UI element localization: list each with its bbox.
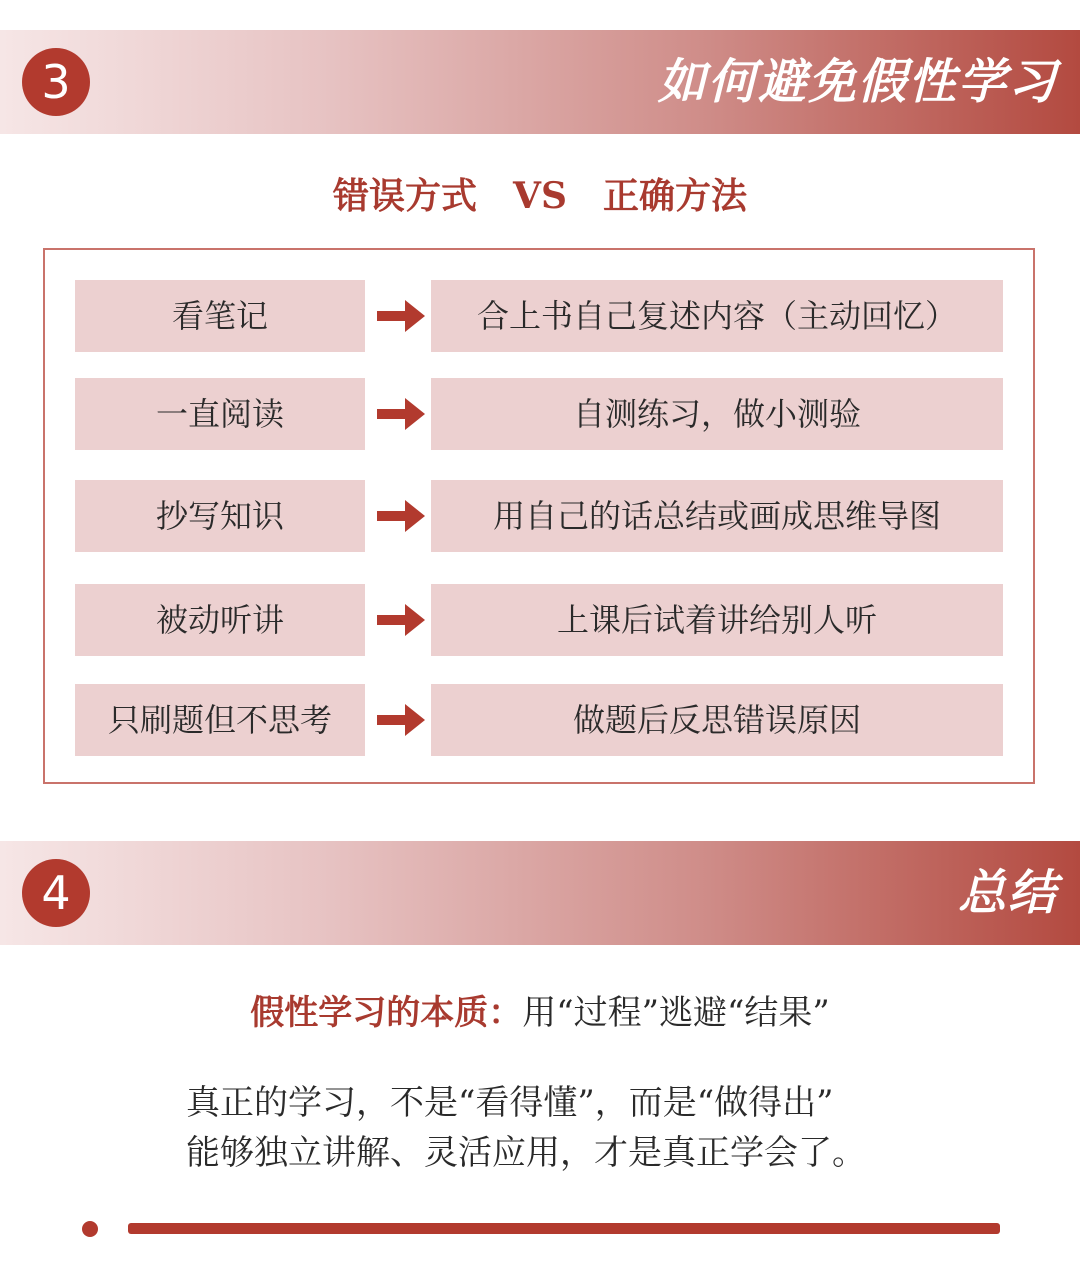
correct-method: 自测练习，做小测验 [431, 378, 1003, 450]
section-number-badge: 3 [22, 48, 90, 116]
wrong-method: 只刷题但不思考 [75, 684, 365, 756]
section-number-badge: 4 [22, 859, 90, 927]
essence-label: 假性学习的本质： [250, 993, 523, 1033]
correct-method: 合上书自己复述内容（主动回忆） [431, 280, 1003, 352]
essence-value: 用“过程”逃避“结果” [522, 993, 830, 1033]
essence-statement [0, 985, 1080, 1034]
section-title: 总结 [957, 865, 1058, 921]
section-4-banner [0, 841, 1080, 945]
wrong-method: 看笔记 [75, 280, 365, 352]
summary-line-2: 能够独立讲解、灵活应用，才是真正学会了。 [186, 1133, 866, 1173]
footer-divider [128, 1223, 1000, 1234]
summary-line-1: 真正的学习，不是“看得懂”，而是“做得出” [186, 1083, 834, 1123]
right-arrow-icon [375, 584, 429, 656]
wrong-method: 抄写知识 [75, 480, 365, 552]
right-arrow-icon [375, 480, 429, 552]
wrong-method: 被动听讲 [75, 584, 365, 656]
wrong-method: 一直阅读 [75, 378, 365, 450]
section-3-banner [0, 30, 1080, 134]
section-title: 如何避免假性学习 [657, 54, 1058, 110]
comparison-heading: 错误方式 VS 正确方法 [333, 175, 747, 217]
comparison-table [43, 248, 1035, 784]
right-arrow-icon [375, 684, 429, 756]
correct-method: 做题后反思错误原因 [431, 684, 1003, 756]
correct-method: 上课后试着讲给别人听 [431, 584, 1003, 656]
right-arrow-icon [375, 378, 429, 450]
right-arrow-icon [375, 280, 429, 352]
correct-method: 用自己的话总结或画成思维导图 [431, 480, 1003, 552]
footer-dot [82, 1221, 98, 1237]
